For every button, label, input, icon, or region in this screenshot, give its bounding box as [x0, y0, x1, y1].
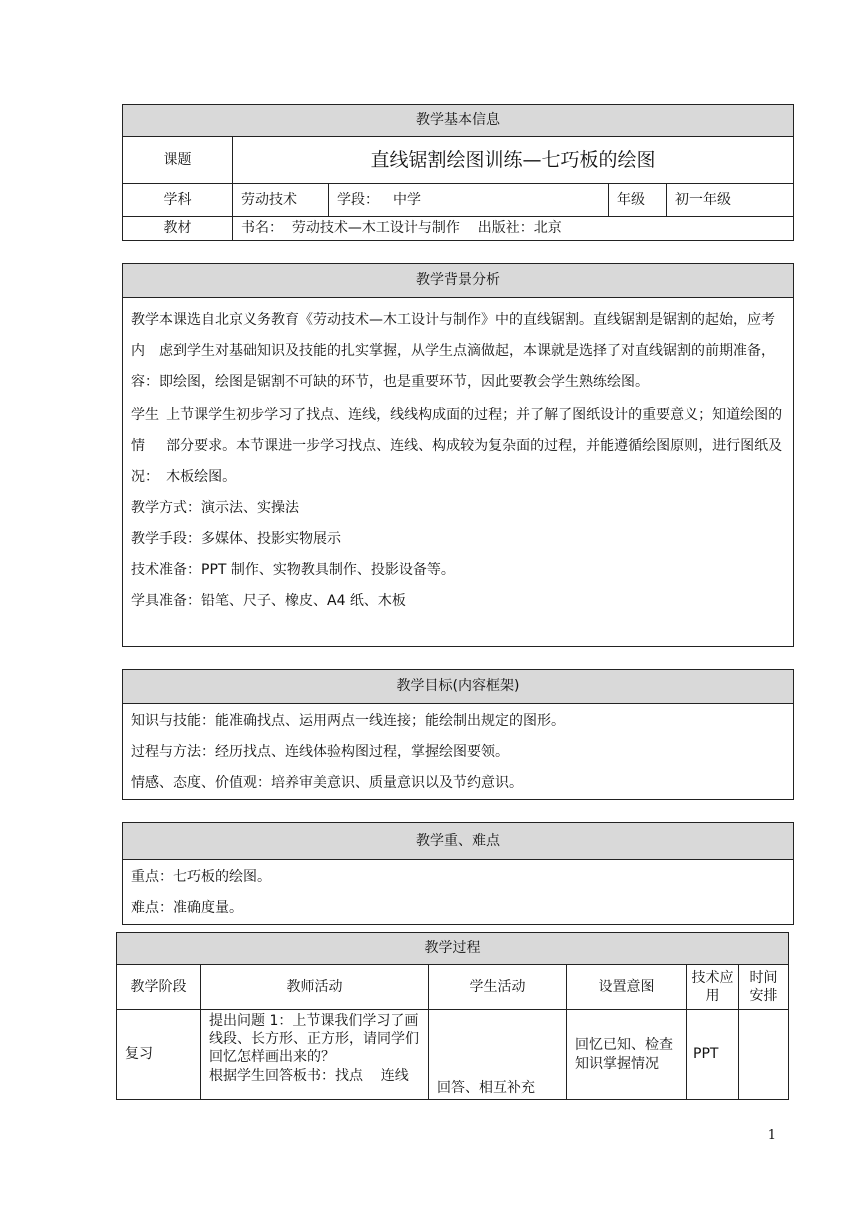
- stage-label: 学段：: [337, 191, 379, 208]
- goals-body: [123, 704, 794, 800]
- background-body: [123, 298, 794, 647]
- student-activity: 回答、相互补充: [429, 1010, 567, 1100]
- student-paragraph: [131, 398, 785, 493]
- stage-cell: 复习: [117, 1010, 201, 1100]
- goal-line: 过程与方法：经历找点、连线体验构图过程，掌握绘图要领。: [131, 744, 509, 760]
- background-header: 教学背景分析: [123, 264, 794, 298]
- goal-line: 情感、态度、价值观：培养审美意识、质量意识以及节约意识。: [131, 775, 523, 791]
- topic-value: 直线锯割绘图训练—七巧板的绘图: [233, 137, 794, 184]
- key-points-body: [123, 860, 794, 925]
- stage-value: 中学: [393, 191, 421, 208]
- time-cell: [739, 1010, 789, 1100]
- tools-line: 学具准备：铅笔、尺子、橡皮、A4 纸、木板: [131, 593, 406, 609]
- key-point-line: 难点：准确度量。: [131, 900, 243, 916]
- teacher-activity: 提出问题 1：上节课我们学习了画线段、长方形、正方形，请同学们回忆怎样画出来的？ 根据学生回答板书：找点 连线: [201, 1010, 429, 1100]
- intent-cell: 回忆已知、检查知识掌握情况: [567, 1010, 687, 1100]
- tech-line: 技术准备：PPT 制作、实物教具制作、投影设备等。: [131, 562, 455, 578]
- page-number: 1: [767, 1128, 776, 1143]
- table-row: [117, 1010, 789, 1100]
- content-text: 本课选自北京义务教育《劳动技术—木工设计与制作》中的直线锯割。直线锯割是锯割的起始，应考虑到学生对基础知识及技能的扎实掌握，从学生点滴做起，本课就是选择了对直线锯割的前期准备，即绘图，绘图是锯割不可缺的环节，也是重要环节，因此要教会学生熟练绘图。: [159, 312, 775, 390]
- stage-cell: [329, 184, 609, 217]
- column-header: 学生活动: [429, 965, 567, 1010]
- grade-label: 年级: [609, 184, 667, 217]
- key-points-table: [122, 822, 794, 925]
- basic-info-header: 教学基本信息: [123, 105, 794, 137]
- goal-line: 知识与技能：能准确找点、运用两点一线连接；能绘制出规定的图形。: [131, 713, 565, 729]
- column-header: 教学阶段: [117, 965, 201, 1010]
- process-table: [116, 932, 789, 1100]
- grade-value: 初一年级: [667, 184, 794, 217]
- column-header: 设置意图: [567, 965, 687, 1010]
- column-header: 教师活动: [201, 965, 429, 1010]
- column-header: 技术应用: [687, 965, 739, 1010]
- subject-value: 劳动技术: [233, 184, 329, 217]
- key-points-header: 教学重、难点: [123, 823, 794, 860]
- goals-header: 教学目标(内容框架): [123, 670, 794, 704]
- student-text: 上节课学生初步学习了找点、连线，线线构成面的过程；并了解了图纸设计的重要意义；知道绘图的部分要求。本节课进一步学习找点、连线、构成较为复杂面的过程，并能遵循绘图原则，进行图纸及木板绘图。: [166, 407, 783, 485]
- process-header: 教学过程: [117, 933, 789, 965]
- key-point-line: 重点：七巧板的绘图。: [131, 869, 271, 885]
- content-label: 教学内容：: [131, 312, 159, 390]
- means-line: 教学手段：多媒体、投影实物展示: [131, 531, 341, 547]
- textbook-label: 教材: [123, 217, 233, 241]
- background-table: [122, 263, 794, 647]
- subject-label: 学科: [123, 184, 233, 217]
- basic-info-table: [122, 104, 794, 241]
- tech-cell: PPT: [687, 1010, 739, 1100]
- topic-label: 课题: [123, 137, 233, 184]
- textbook-value: 书名： 劳动技术—木工设计与制作 出版社：北京: [233, 217, 794, 241]
- goals-table: [122, 669, 794, 800]
- column-header: 时间安排: [739, 965, 789, 1010]
- student-label: 学生情况：: [131, 407, 159, 485]
- content-paragraph: [131, 303, 785, 398]
- method-line: 教学方式：演示法、实操法: [131, 500, 299, 516]
